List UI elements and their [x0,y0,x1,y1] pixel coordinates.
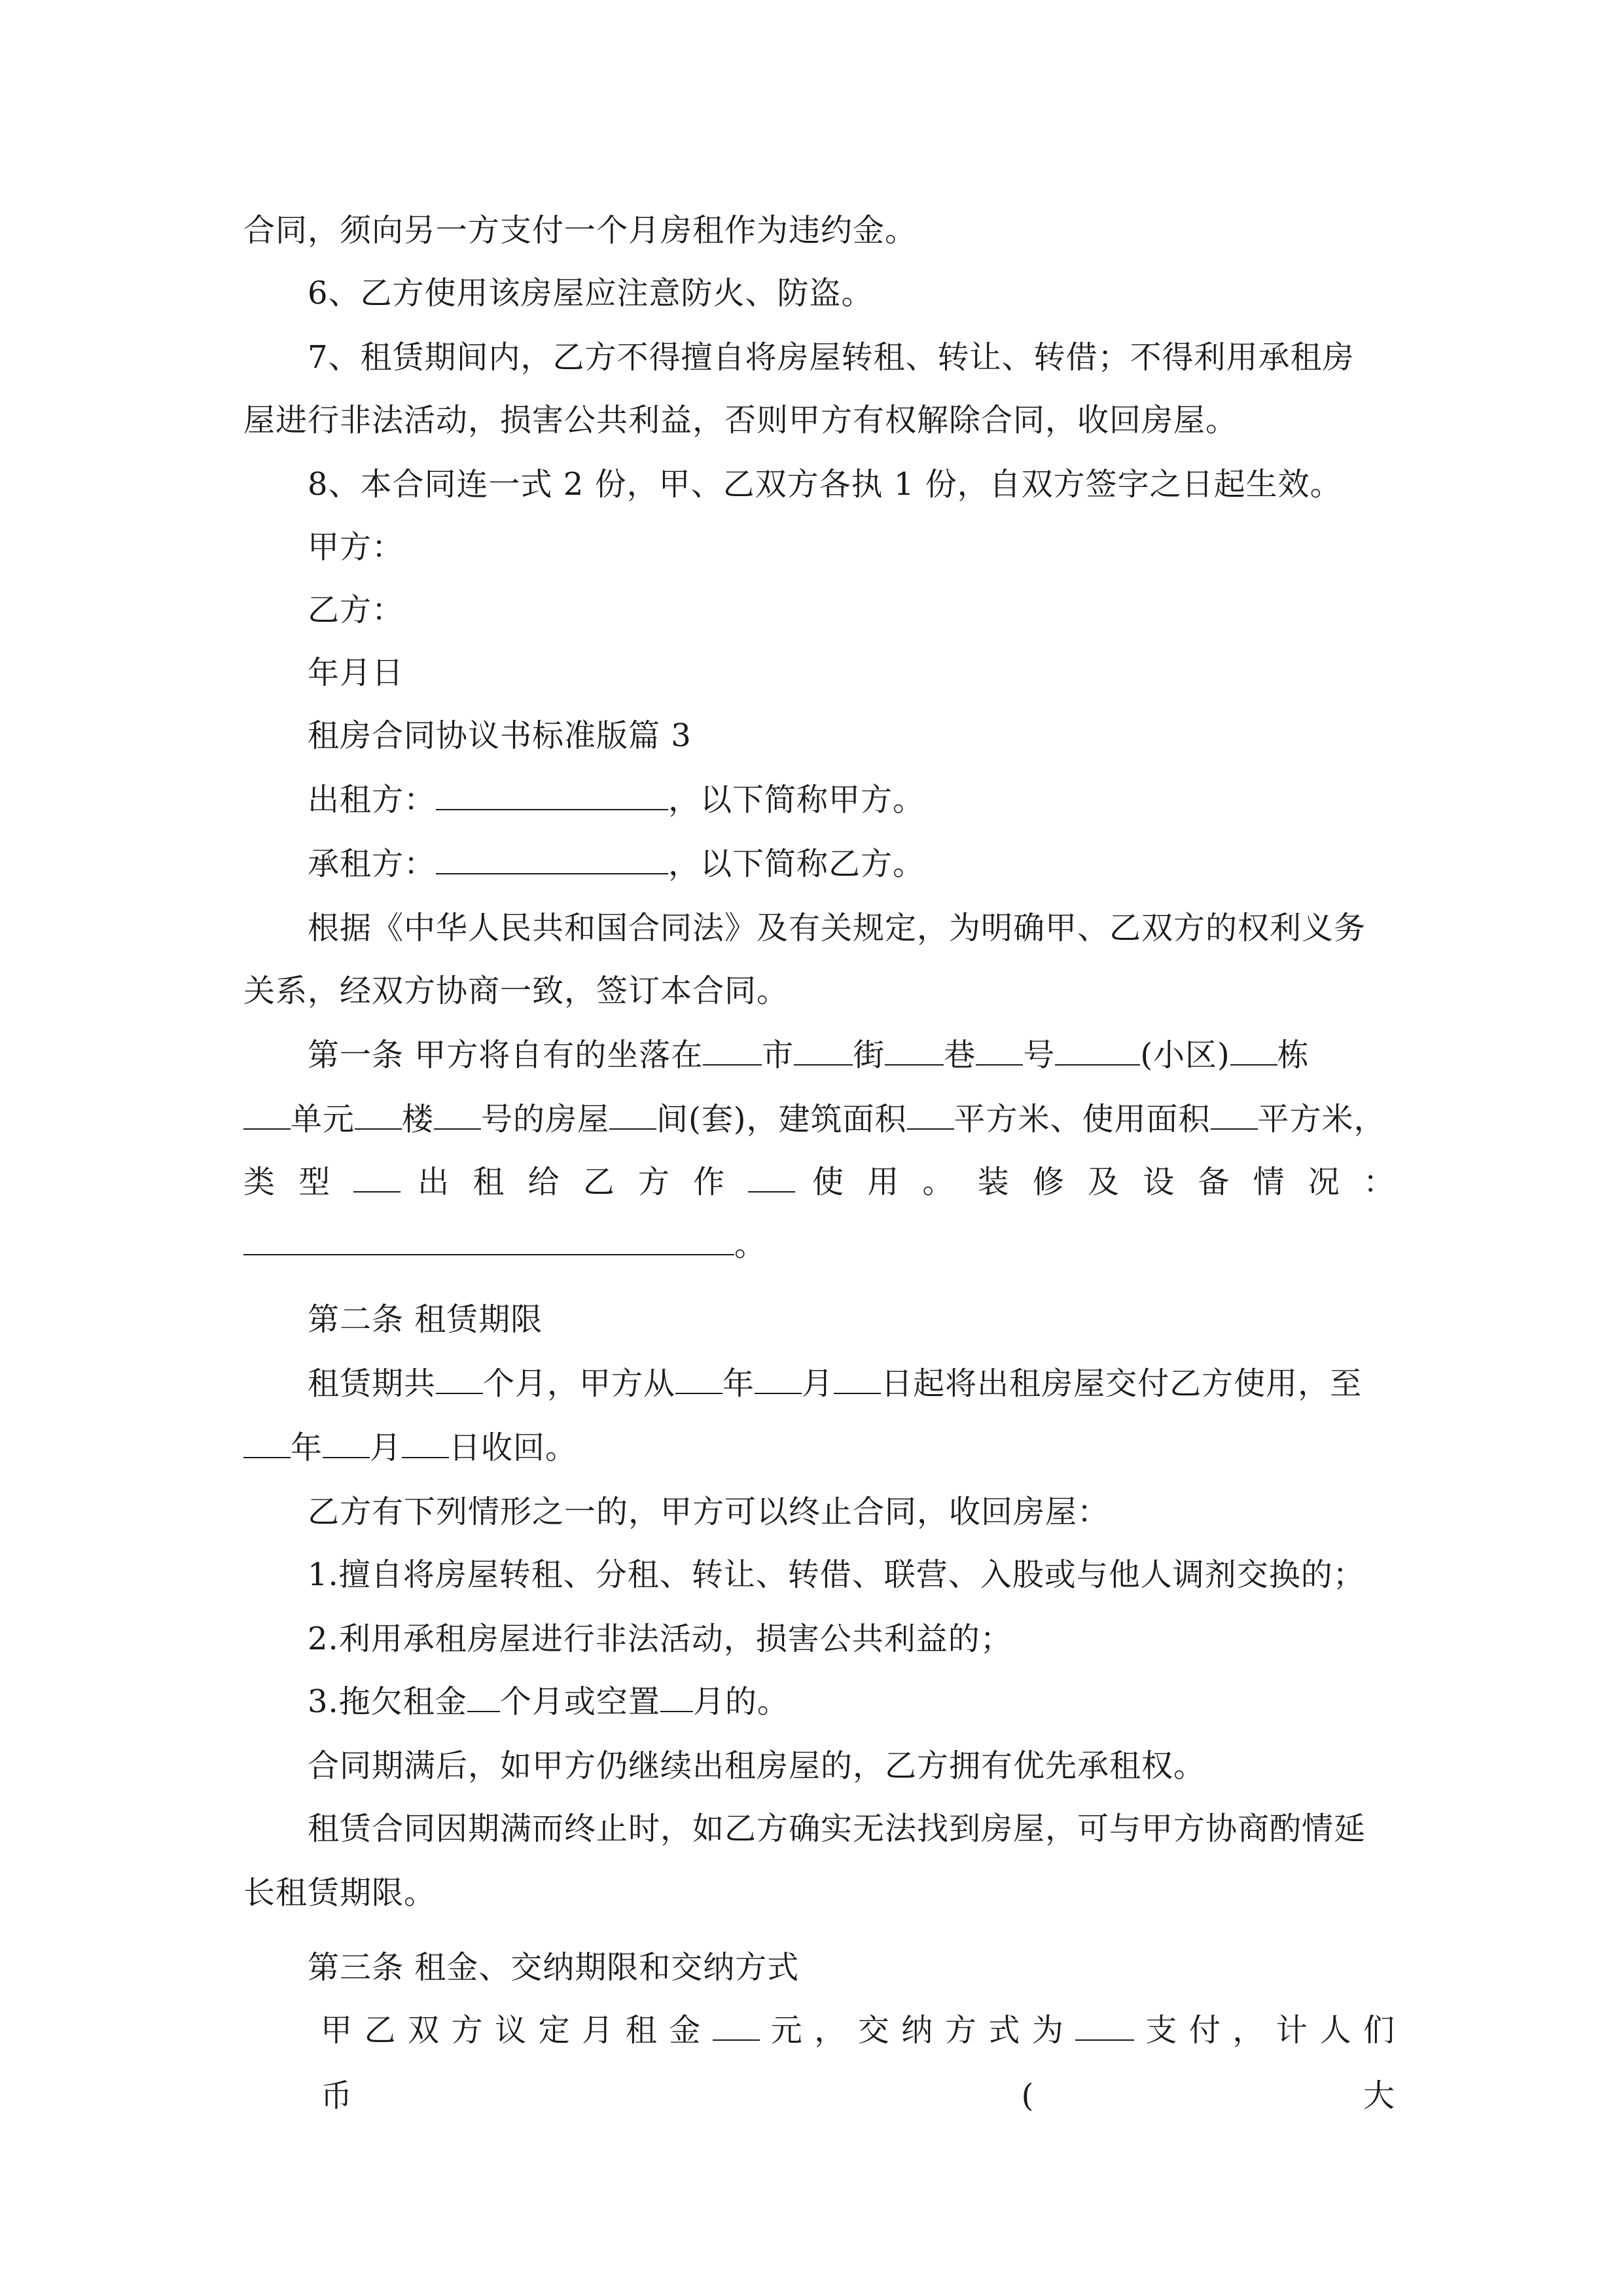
fill-in-blank[interactable] [436,772,668,810]
text-segment: 7、租赁期间内，乙方不得擅自将房屋转租、转让、转借；不得利用承租房 [308,339,1355,376]
text-segment: (小区) [1140,1037,1230,1073]
text-segment: 元 ， 交 纳 方 式 为 [770,2012,1065,2049]
text-segment: 第三条 租金、交纳期限和交纳方式 [308,1949,800,1986]
text-segment: 类 型 [243,1164,337,1200]
article-1-line-2 [243,1086,1395,1152]
termination-item-3 [308,1669,1395,1734]
fill-in-blank[interactable] [794,1028,853,1066]
section-heading [308,703,1395,768]
article-1-line-4 [243,1212,1395,1278]
text-segment: 6、乙方使用该房屋应注意防火、防盗。 [308,275,874,312]
text-segment: 出 租 给 乙 方 作 [418,1164,732,1200]
fill-in-blank[interactable] [402,1420,449,1458]
text-segment: 年月日 [308,655,404,691]
date-label [308,640,1395,706]
text-segment: 3.拖欠租金 [308,1683,467,1720]
text-segment: 日收回。 [449,1429,578,1466]
text-segment: 合同，须向另一方支付一个月房租作为违约金。 [243,212,918,249]
article-1-line-1 [308,1022,1395,1088]
text-segment: 号的房屋 [481,1101,610,1138]
clause-7 [308,325,1395,390]
fill-in-blank[interactable] [323,1420,370,1458]
text-segment: 租赁合同因期满而终止时，如乙方确实无法找到房屋，可与甲方协商酌情延 [308,1810,1366,1847]
text-segment: 号 [1023,1037,1056,1073]
clause-6 [308,260,1395,326]
fill-in-blank[interactable] [243,1092,291,1130]
text-segment: 间(套)，建筑面积 [656,1101,907,1138]
text-segment: 楼 [402,1101,435,1138]
text-segment: 月 [802,1365,834,1402]
text-segment: 1.擅自将房屋转租、分租、转让、转借、联营、入股或与他人调剂交换的； [308,1556,1365,1593]
text-segment: 平方米、使用面积 [954,1101,1211,1138]
text-segment: 市 [762,1037,794,1073]
article-3-heading [308,1935,1395,2000]
text-segment: 乙方有下列情形之一的，甲方可以终止合同，收回房屋： [308,1494,1110,1530]
fill-in-blank[interactable] [885,1028,944,1066]
fill-in-blank[interactable] [609,1092,656,1130]
text-segment: 合同期满后，如甲方仍继续出租房屋的，乙方拥有优先承租权。 [308,1748,1206,1784]
article-2-line-2 [243,1415,1395,1480]
fill-in-blank[interactable] [755,1356,802,1394]
termination-intro [308,1479,1395,1545]
article-3-line-1 [321,1998,1395,2114]
extension-line-1 [308,1796,1395,1861]
party-b-signature-label [308,577,1395,643]
text-segment: 第一条 甲方将自有的坐落在 [308,1037,704,1073]
text-segment: 租赁期共 [308,1365,437,1402]
text-segment: 年 [722,1365,755,1402]
fill-in-blank[interactable] [1055,1028,1140,1066]
fill-in-blank[interactable] [355,1092,402,1130]
text-segment: ，以下简称乙方。 [668,846,925,882]
fill-in-blank[interactable] [703,1028,762,1066]
text-segment: 长租赁期限。 [243,1874,437,1911]
text-segment: 月 [370,1429,402,1466]
clause-7-continued [243,387,1395,453]
text-segment: 乙方： [308,592,404,628]
article-2-heading [308,1287,1395,1352]
text-segment: 承租方： [308,846,437,882]
text-segment: 甲 乙 双 方 议 定 月 租 金 [321,2012,702,2049]
text-segment: 巷 [944,1037,976,1073]
preamble-line [308,895,1395,961]
text-segment: 第二条 租赁期限 [308,1301,543,1338]
text-segment: 甲方： [308,529,404,565]
fill-in-blank[interactable] [1075,2003,1134,2041]
fill-in-blank[interactable] [660,1674,693,1712]
lessor-line [308,767,1395,833]
fill-in-blank[interactable] [1211,1092,1258,1130]
text-segment: 8、本合同连一式 2 份，甲、乙双方各执 1 份，自双方签字之日起生效。 [308,466,1342,503]
termination-item-2 [308,1606,1395,1672]
termination-item-1 [308,1542,1395,1607]
text-segment: 2.利用承租房屋进行非法活动，损害公共利益的； [308,1621,1012,1657]
text-segment: 个月，甲方从 [483,1365,676,1402]
text-segment: 屋进行非法活动，损害公共利益，否则甲方有权解除合同，收回房屋。 [243,402,1238,439]
text-segment: 栋 [1277,1037,1310,1073]
text-segment: 关系，经双方协商一致，签订本合同。 [243,973,789,1009]
fill-in-blank[interactable] [467,1674,500,1712]
text-segment: 租房合同协议书标准版篇 3 [308,717,692,754]
fill-in-blank[interactable] [834,1356,881,1394]
text-segment: 单元 [291,1101,355,1138]
fill-in-blank[interactable] [1230,1028,1277,1066]
article-2-line-1 [308,1351,1395,1416]
fill-in-blank[interactable] [907,1092,954,1130]
fill-in-blank[interactable] [436,1356,483,1394]
fill-in-blank[interactable] [243,1217,734,1255]
fill-in-blank[interactable] [713,2003,760,2041]
text-segment: 日起将出租房屋交付乙方使用，至 [881,1365,1363,1402]
extension-line-2 [243,1860,1395,1926]
lessee-line [308,831,1395,897]
text-segment: 使 用 。 装 修 及 设 备 情 况 ： [812,1164,1395,1200]
fill-in-blank[interactable] [675,1356,722,1394]
renewal-priority [308,1733,1395,1799]
text-segment: 平方米， [1257,1101,1386,1138]
text-segment: 街 [853,1037,885,1073]
text-segment: 。 [734,1227,767,1263]
fill-in-blank[interactable] [243,1420,291,1458]
fill-in-blank[interactable] [353,1155,401,1193]
clause-8 [308,452,1395,517]
article-1-line-3 [243,1149,1395,1215]
preamble-continued [243,958,1395,1024]
text-segment: 根据《中华人民共和国合同法》及有关规定，为明确甲、乙双方的权利义务 [308,910,1366,946]
fill-in-blank[interactable] [436,836,668,874]
party-a-signature-label [308,514,1395,580]
fill-in-blank[interactable] [434,1092,481,1130]
text-segment: 年 [291,1429,323,1466]
fill-in-blank[interactable] [748,1155,795,1193]
contract-text-line [243,198,1395,263]
text-segment: 月的。 [692,1683,789,1720]
text-segment: ，以下简称甲方。 [668,781,925,818]
text-segment: 出租方： [308,781,437,818]
fill-in-blank[interactable] [976,1028,1023,1066]
text-segment: 支 付 ， 计 人 们 币 (大 [321,2012,1395,2114]
text-segment: 个月或空置 [499,1683,660,1720]
